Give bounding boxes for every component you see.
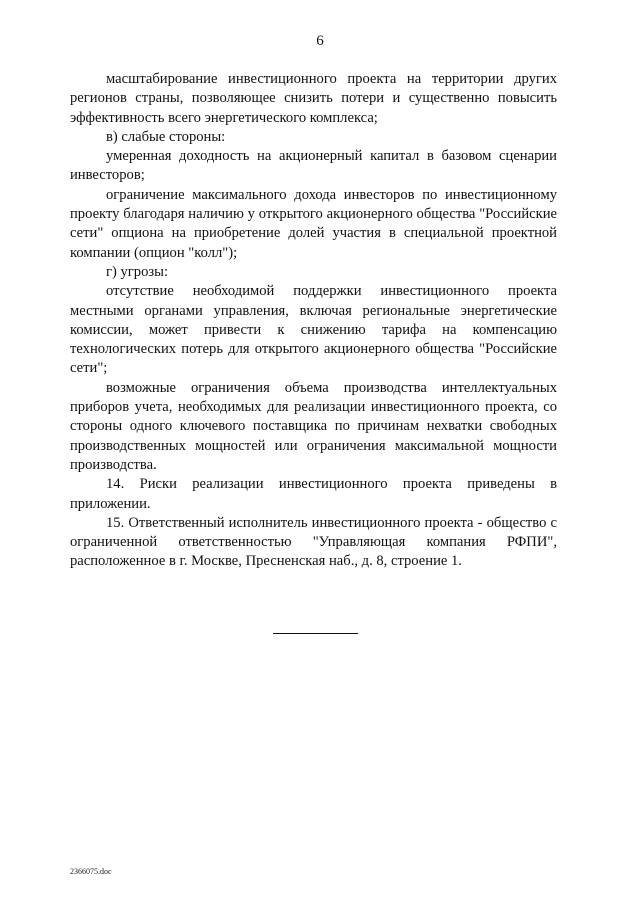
separator-line	[273, 633, 358, 634]
paragraph-scaling: масштабирование инвестиционного проекта на территории других регионов страны, позволяющее снизить потери и существенно повысить эффективность всего энергетического комплекса;	[70, 71, 557, 126]
page-number: 6	[316, 33, 324, 49]
paragraph-income-limit: ограничение максимального дохода инвесторов по инвестиционному проекту благодаря наличию у открытого акционерного общества "Российские сети" опциона на приобретение долей участия в специальной проектной компании (опцион "колл");	[70, 186, 557, 261]
paragraph-risks: 14. Риски реализации инвестиционного проекта приведены в приложении.	[70, 476, 557, 512]
heading-weaknesses: в) слабые стороны:	[106, 128, 226, 145]
footer-file-name: 2366075.doc	[70, 867, 112, 876]
heading-threats: г) угрозы:	[106, 263, 168, 280]
document-body	[70, 70, 557, 572]
paragraph-moderate-return: умеренная доходность на акционерный капитал в базовом сценарии инвесторов;	[70, 148, 557, 184]
paragraph-responsible-executor: 15. Ответственный исполнитель инвестиционного проекта - общество с ограниченной ответственностью "Управляющая компания РФПИ", расположенное в г. Москве, Пресненская наб., д. 8, строение 1.	[70, 514, 557, 570]
paragraph-lack-of-support: отсутствие необходимой поддержки инвестиционного проекта местными органами управления, включая региональные энергетические комиссии, может привести к снижению тарифа на компенсацию технологических потерь для открытого акционерного общества "Российские сети";	[70, 283, 557, 377]
paragraph-production-limits: возможные ограничения объема производства интеллектуальных приборов учета, необходимых для реализации инвестиционного проекта, со стороны одного ключевого поставщика по причинам нехватки свободных производственных мощностей или ограничения максимальной мощности производства.	[70, 379, 557, 473]
